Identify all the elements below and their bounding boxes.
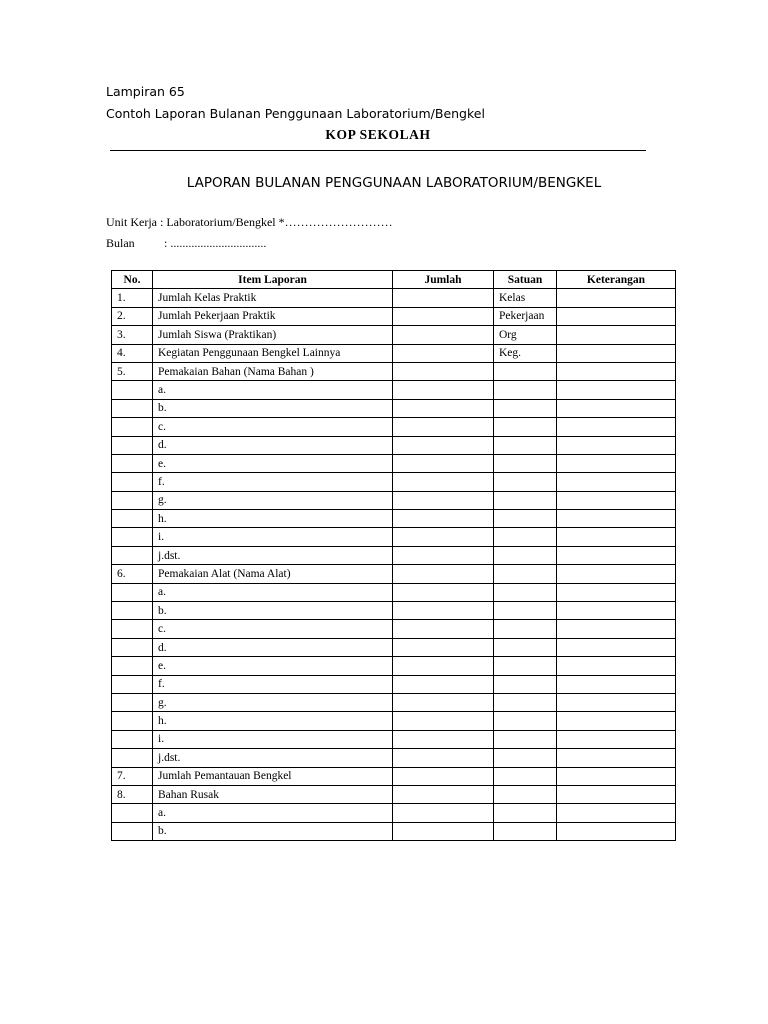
cell-satuan [494,804,557,822]
cell-item: j.dst. [153,546,393,564]
cell-item: e. [153,657,393,675]
cell-jumlah [393,749,494,767]
table-row [112,528,676,546]
cell-keterangan [557,767,676,785]
cell-jumlah [393,712,494,730]
cell-keterangan [557,436,676,454]
cell-keterangan [557,730,676,748]
cell-no: 8. [112,785,153,803]
cell-jumlah [393,381,494,399]
cell-no: 1. [112,289,153,307]
header-jumlah: Jumlah [393,271,494,289]
cell-item: Jumlah Pekerjaan Praktik [153,307,393,325]
cell-jumlah [393,675,494,693]
cell-item: Jumlah Kelas Praktik [153,289,393,307]
cell-satuan [494,565,557,583]
table-row [112,620,676,638]
cell-jumlah [393,344,494,362]
cell-item: d. [153,436,393,454]
cell-satuan [494,399,557,417]
cell-satuan [494,418,557,436]
cell-satuan [494,473,557,491]
cell-keterangan [557,657,676,675]
cell-keterangan [557,362,676,380]
cell-jumlah [393,546,494,564]
cell-keterangan [557,583,676,601]
table-row [112,344,676,362]
attachment-label: Lampiran 65 [106,84,185,99]
cell-keterangan [557,399,676,417]
cell-satuan [494,362,557,380]
cell-no [112,712,153,730]
cell-jumlah [393,602,494,620]
table-row [112,510,676,528]
cell-satuan [494,491,557,509]
table-row [112,730,676,748]
header-no: No. [112,271,153,289]
cell-jumlah [393,326,494,344]
table-row [112,381,676,399]
cell-keterangan [557,454,676,472]
cell-no [112,418,153,436]
cell-satuan [494,381,557,399]
cell-jumlah [393,565,494,583]
cell-item: e. [153,454,393,472]
cell-keterangan [557,675,676,693]
cell-item: b. [153,399,393,417]
cell-item: b. [153,602,393,620]
document-subtitle: Contoh Laporan Bulanan Penggunaan Laboratorium/Bengkel [106,106,485,121]
cell-no [112,822,153,840]
cell-no [112,491,153,509]
cell-satuan [494,620,557,638]
table-row [112,804,676,822]
cell-jumlah [393,399,494,417]
report-table [111,270,676,841]
cell-keterangan [557,418,676,436]
cell-no: 6. [112,565,153,583]
cell-keterangan [557,693,676,711]
cell-satuan [494,822,557,840]
cell-keterangan [557,785,676,803]
cell-jumlah [393,307,494,325]
cell-no [112,620,153,638]
cell-item: Jumlah Siswa (Praktikan) [153,326,393,344]
unit-kerja-text: Unit Kerja : Laboratorium/Bengkel *……………………… [106,215,393,229]
cell-jumlah [393,473,494,491]
cell-keterangan [557,473,676,491]
cell-jumlah [393,510,494,528]
header-satuan: Satuan [494,271,557,289]
cell-keterangan [557,620,676,638]
cell-satuan: Org [494,326,557,344]
cell-keterangan [557,528,676,546]
table-row [112,326,676,344]
cell-satuan [494,785,557,803]
cell-keterangan [557,749,676,767]
cell-jumlah [393,454,494,472]
cell-jumlah [393,362,494,380]
cell-keterangan [557,289,676,307]
table-body [112,289,676,841]
cell-item: g. [153,693,393,711]
cell-item: f. [153,675,393,693]
cell-satuan: Pekerjaan [494,307,557,325]
table-row [112,473,676,491]
cell-no [112,749,153,767]
cell-satuan [494,749,557,767]
cell-no: 5. [112,362,153,380]
table-row [112,638,676,656]
cell-no [112,638,153,656]
table-row [112,546,676,564]
cell-no [112,583,153,601]
cell-keterangan [557,307,676,325]
cell-no [112,602,153,620]
cell-keterangan [557,491,676,509]
cell-item: j.dst. [153,749,393,767]
cell-item: b. [153,822,393,840]
cell-item: a. [153,381,393,399]
cell-keterangan [557,712,676,730]
table-row [112,602,676,620]
table-row [112,454,676,472]
cell-jumlah [393,620,494,638]
cell-no [112,675,153,693]
cell-satuan [494,546,557,564]
table-row [112,749,676,767]
cell-satuan [494,583,557,601]
cell-keterangan [557,638,676,656]
table-row [112,822,676,840]
cell-no [112,473,153,491]
report-title: LAPORAN BULANAN PENGGUNAAN LABORATORIUM/BENGKEL [186,175,602,191]
cell-satuan [494,675,557,693]
table-row [112,399,676,417]
cell-jumlah [393,767,494,785]
cell-jumlah [393,418,494,436]
bulan-field [106,236,266,251]
table-row [112,436,676,454]
cell-no [112,730,153,748]
cell-item: i. [153,730,393,748]
table-row [112,693,676,711]
cell-item: d. [153,638,393,656]
cell-no [112,804,153,822]
cell-jumlah [393,693,494,711]
bulan-value: : ................................ [164,236,267,250]
cell-jumlah [393,436,494,454]
cell-no [112,657,153,675]
cell-item: a. [153,804,393,822]
bulan-label: Bulan [106,236,135,250]
cell-no [112,510,153,528]
cell-no [112,399,153,417]
cell-satuan [494,602,557,620]
table-row [112,767,676,785]
table-row [112,712,676,730]
cell-keterangan [557,565,676,583]
table-row [112,657,676,675]
cell-item: i. [153,528,393,546]
table-header-row [112,271,676,289]
cell-keterangan [557,326,676,344]
cell-keterangan [557,804,676,822]
cell-satuan [494,638,557,656]
cell-item: c. [153,620,393,638]
cell-no [112,546,153,564]
cell-jumlah [393,528,494,546]
cell-item: Pemakaian Bahan (Nama Bahan ) [153,362,393,380]
cell-item: g. [153,491,393,509]
cell-keterangan [557,381,676,399]
cell-jumlah [393,491,494,509]
table-row [112,289,676,307]
cell-jumlah [393,638,494,656]
cell-satuan [494,712,557,730]
cell-no: 4. [112,344,153,362]
cell-no [112,528,153,546]
cell-item: Jumlah Pemantauan Bengkel [153,767,393,785]
cell-satuan: Keg. [494,344,557,362]
cell-no [112,436,153,454]
cell-jumlah [393,730,494,748]
cell-satuan [494,767,557,785]
cell-item: a. [153,583,393,601]
cell-no: 3. [112,326,153,344]
table-row [112,565,676,583]
cell-item: Kegiatan Penggunaan Bengkel Lainnya [153,344,393,362]
letterhead-divider [110,150,646,151]
unit-kerja-field [106,215,393,230]
cell-satuan [494,436,557,454]
table-row [112,362,676,380]
cell-jumlah [393,289,494,307]
table-row [112,418,676,436]
cell-no [112,693,153,711]
cell-jumlah [393,583,494,601]
table-row [112,491,676,509]
cell-jumlah [393,785,494,803]
cell-item: Pemakaian Alat (Nama Alat) [153,565,393,583]
cell-satuan [494,657,557,675]
cell-item: h. [153,712,393,730]
cell-keterangan [557,822,676,840]
school-letterhead: KOP SEKOLAH [325,127,431,142]
cell-no: 7. [112,767,153,785]
cell-keterangan [557,602,676,620]
cell-no [112,381,153,399]
cell-item: c. [153,418,393,436]
cell-item: f. [153,473,393,491]
cell-satuan: Kelas [494,289,557,307]
cell-item: Bahan Rusak [153,785,393,803]
cell-jumlah [393,657,494,675]
cell-no: 2. [112,307,153,325]
table-row [112,583,676,601]
cell-keterangan [557,510,676,528]
cell-jumlah [393,822,494,840]
cell-satuan [494,693,557,711]
cell-no [112,454,153,472]
table-row [112,785,676,803]
header-keterangan: Keterangan [557,271,676,289]
header-item: Item Laporan [153,271,393,289]
cell-satuan [494,454,557,472]
cell-jumlah [393,804,494,822]
cell-keterangan [557,344,676,362]
cell-item: h. [153,510,393,528]
table-row [112,307,676,325]
cell-satuan [494,528,557,546]
cell-satuan [494,730,557,748]
cell-satuan [494,510,557,528]
table-row [112,675,676,693]
cell-keterangan [557,546,676,564]
